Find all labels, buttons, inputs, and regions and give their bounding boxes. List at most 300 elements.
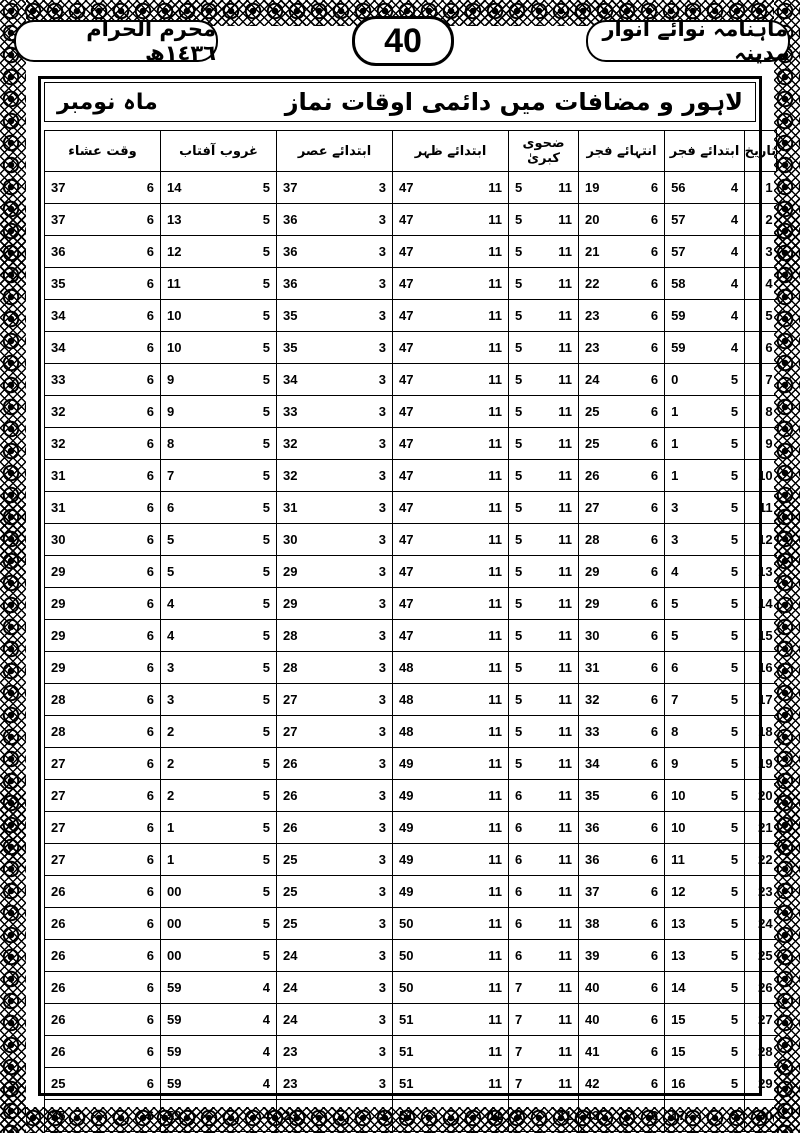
- cell-asr-h: 3: [335, 588, 393, 620]
- cell-date: 4: [745, 268, 777, 300]
- cell-zuhr-m: 47: [393, 268, 451, 300]
- cell-asr-m: 23: [277, 1100, 335, 1132]
- cell-isha-m: 26: [45, 876, 103, 908]
- table-row: [45, 940, 777, 972]
- cell-sun-h: 5: [219, 172, 277, 204]
- cell-zuhr-h: 11: [451, 972, 509, 1004]
- cell-sun-h: 5: [219, 876, 277, 908]
- cell-zuhr-h: 11: [451, 236, 509, 268]
- cell-duha-h: 11: [544, 556, 579, 588]
- cell-isha-h: 6: [103, 844, 161, 876]
- cell-asr-h: 3: [335, 524, 393, 556]
- cell-fajre-m: 21: [579, 236, 622, 268]
- cell-date: 21: [745, 812, 777, 844]
- cell-duha-m: 7: [509, 1004, 544, 1036]
- cell-fajr-m: 13: [665, 940, 705, 972]
- cell-fajr-h: 5: [705, 460, 745, 492]
- cell-asr-m: 23: [277, 1036, 335, 1068]
- cell-duha-m: 5: [509, 332, 544, 364]
- cell-fajr-m: 8: [665, 716, 705, 748]
- cell-zuhr-m: 49: [393, 844, 451, 876]
- table-row: [45, 620, 777, 652]
- cell-asr-m: 26: [277, 748, 335, 780]
- table-row: [45, 1068, 777, 1100]
- table-row: [45, 748, 777, 780]
- cell-zuhr-m: 48: [393, 684, 451, 716]
- cell-fajr-m: 16: [665, 1068, 705, 1100]
- table-row: [45, 1004, 777, 1036]
- cell-zuhr-m: 47: [393, 460, 451, 492]
- prayer-times-table: [44, 130, 777, 1132]
- cell-sun-m: 8: [161, 428, 219, 460]
- cell-fajr-h: 5: [705, 780, 745, 812]
- cell-asr-h: 3: [335, 268, 393, 300]
- cell-sun-h: 4: [219, 1004, 277, 1036]
- cell-zuhr-h: 11: [451, 716, 509, 748]
- cell-asr-h: 3: [335, 1036, 393, 1068]
- cell-asr-m: 28: [277, 652, 335, 684]
- cell-fajr-h: 5: [705, 396, 745, 428]
- cell-asr-h: 3: [335, 1004, 393, 1036]
- cell-isha-m: 28: [45, 716, 103, 748]
- cell-isha-m: 29: [45, 556, 103, 588]
- cell-zuhr-h: 11: [451, 652, 509, 684]
- cell-fajre-h: 6: [622, 396, 665, 428]
- table-row: [45, 556, 777, 588]
- month-label: ماہ نومبر: [57, 89, 158, 115]
- cell-fajre-m: 40: [579, 972, 622, 1004]
- cell-asr-m: 36: [277, 268, 335, 300]
- cell-fajr-h: 4: [705, 236, 745, 268]
- cell-date: 13: [745, 556, 777, 588]
- column-header-sunset: غروب آفتاب: [161, 131, 277, 172]
- cell-sun-m: 6: [161, 492, 219, 524]
- cell-fajre-h: 6: [622, 1068, 665, 1100]
- cell-isha-h: 6: [103, 396, 161, 428]
- cell-fajr-h: 4: [705, 332, 745, 364]
- cell-fajr-m: 1: [665, 428, 705, 460]
- cell-duha-m: 5: [509, 524, 544, 556]
- cell-zuhr-m: 47: [393, 620, 451, 652]
- decorative-border-left: [0, 0, 26, 1133]
- cell-asr-h: 3: [335, 748, 393, 780]
- cell-duha-h: 11: [544, 844, 579, 876]
- cell-duha-m: 5: [509, 460, 544, 492]
- cell-sun-m: 5: [161, 524, 219, 556]
- cell-duha-h: 11: [544, 492, 579, 524]
- cell-sun-m: 1: [161, 844, 219, 876]
- cell-isha-m: 27: [45, 812, 103, 844]
- cell-date: 1: [745, 172, 777, 204]
- cell-isha-h: 6: [103, 428, 161, 460]
- table-row: [45, 524, 777, 556]
- cell-duha-h: 11: [544, 812, 579, 844]
- cell-isha-h: 6: [103, 620, 161, 652]
- issue-date: محرم الحرام ١٤٣٦ھ: [14, 20, 218, 62]
- cell-isha-h: 6: [103, 972, 161, 1004]
- cell-zuhr-h: 11: [451, 908, 509, 940]
- cell-sun-h: 5: [219, 524, 277, 556]
- cell-fajr-h: 5: [705, 684, 745, 716]
- cell-isha-h: 6: [103, 908, 161, 940]
- cell-isha-h: 6: [103, 1004, 161, 1036]
- cell-fajre-m: 26: [579, 460, 622, 492]
- cell-fajr-h: 4: [705, 268, 745, 300]
- cell-zuhr-m: 47: [393, 556, 451, 588]
- cell-zuhr-h: 11: [451, 1068, 509, 1100]
- cell-fajre-m: 43: [579, 1100, 622, 1132]
- cell-asr-m: 32: [277, 428, 335, 460]
- cell-duha-h: 11: [544, 716, 579, 748]
- cell-isha-m: 25: [45, 1100, 103, 1132]
- cell-sun-h: 5: [219, 908, 277, 940]
- cell-duha-h: 11: [544, 172, 579, 204]
- cell-date: 18: [745, 716, 777, 748]
- table-row: [45, 844, 777, 876]
- cell-zuhr-m: 47: [393, 204, 451, 236]
- cell-date: 6: [745, 332, 777, 364]
- cell-fajre-m: 29: [579, 588, 622, 620]
- cell-fajre-h: 6: [622, 460, 665, 492]
- cell-isha-m: 26: [45, 940, 103, 972]
- cell-fajr-h: 5: [705, 812, 745, 844]
- cell-zuhr-h: 11: [451, 812, 509, 844]
- table-row: [45, 684, 777, 716]
- cell-sun-m: 00: [161, 908, 219, 940]
- cell-duha-h: 11: [544, 300, 579, 332]
- table-row: [45, 1100, 777, 1132]
- cell-asr-m: 25: [277, 876, 335, 908]
- cell-zuhr-m: 50: [393, 940, 451, 972]
- cell-fajr-m: 15: [665, 1036, 705, 1068]
- cell-isha-m: 27: [45, 844, 103, 876]
- table-row: [45, 716, 777, 748]
- cell-fajr-m: 3: [665, 492, 705, 524]
- cell-isha-m: 27: [45, 748, 103, 780]
- table-row: [45, 236, 777, 268]
- cell-fajr-h: 4: [705, 172, 745, 204]
- cell-zuhr-m: 47: [393, 300, 451, 332]
- cell-fajr-h: 5: [705, 620, 745, 652]
- cell-isha-h: 6: [103, 300, 161, 332]
- cell-fajre-h: 6: [622, 556, 665, 588]
- cell-zuhr-m: 51: [393, 1100, 451, 1132]
- cell-asr-m: 34: [277, 364, 335, 396]
- cell-fajre-h: 6: [622, 364, 665, 396]
- cell-asr-m: 27: [277, 684, 335, 716]
- cell-sun-m: 9: [161, 364, 219, 396]
- cell-date: 3: [745, 236, 777, 268]
- cell-duha-h: 11: [544, 268, 579, 300]
- cell-asr-m: 26: [277, 812, 335, 844]
- cell-asr-h: 3: [335, 172, 393, 204]
- cell-fajr-h: 5: [705, 844, 745, 876]
- cell-isha-m: 31: [45, 492, 103, 524]
- cell-asr-h: 3: [335, 460, 393, 492]
- cell-fajr-h: 5: [705, 524, 745, 556]
- cell-isha-m: 26: [45, 972, 103, 1004]
- cell-sun-m: 14: [161, 172, 219, 204]
- cell-fajre-h: 6: [622, 1100, 665, 1132]
- cell-isha-h: 6: [103, 204, 161, 236]
- cell-date: 26: [745, 972, 777, 1004]
- cell-fajre-h: 6: [622, 268, 665, 300]
- cell-zuhr-m: 48: [393, 716, 451, 748]
- cell-sun-m: 1: [161, 812, 219, 844]
- cell-date: 22: [745, 844, 777, 876]
- cell-sun-h: 4: [219, 1100, 277, 1132]
- cell-sun-h: 5: [219, 364, 277, 396]
- cell-fajre-h: 6: [622, 428, 665, 460]
- cell-asr-m: 26: [277, 780, 335, 812]
- cell-isha-h: 6: [103, 588, 161, 620]
- cell-fajr-h: 5: [705, 428, 745, 460]
- cell-date: 7: [745, 364, 777, 396]
- cell-fajre-h: 6: [622, 524, 665, 556]
- cell-date: 2: [745, 204, 777, 236]
- cell-asr-h: 3: [335, 1100, 393, 1132]
- cell-sun-h: 5: [219, 940, 277, 972]
- cell-asr-m: 35: [277, 300, 335, 332]
- cell-sun-h: 5: [219, 460, 277, 492]
- cell-zuhr-m: 49: [393, 876, 451, 908]
- cell-isha-h: 6: [103, 652, 161, 684]
- cell-duha-m: 5: [509, 428, 544, 460]
- table-row: [45, 908, 777, 940]
- cell-isha-m: 35: [45, 268, 103, 300]
- column-header-isha: وقت عشاء: [45, 131, 161, 172]
- column-header-zuhr: ابتدائے ظہر: [393, 131, 509, 172]
- cell-zuhr-m: 48: [393, 652, 451, 684]
- table-row: [45, 396, 777, 428]
- cell-isha-m: 30: [45, 524, 103, 556]
- cell-isha-m: 32: [45, 428, 103, 460]
- table-row: [45, 876, 777, 908]
- cell-date: 23: [745, 876, 777, 908]
- cell-asr-m: 36: [277, 236, 335, 268]
- cell-date: 14: [745, 588, 777, 620]
- cell-duha-h: 11: [544, 1004, 579, 1036]
- cell-fajr-h: 4: [705, 300, 745, 332]
- cell-sun-m: 59: [161, 972, 219, 1004]
- cell-fajr-h: 5: [705, 492, 745, 524]
- cell-zuhr-h: 11: [451, 844, 509, 876]
- cell-fajre-m: 28: [579, 524, 622, 556]
- cell-fajr-m: 57: [665, 204, 705, 236]
- cell-asr-h: 3: [335, 300, 393, 332]
- cell-isha-h: 6: [103, 748, 161, 780]
- cell-sun-m: 2: [161, 748, 219, 780]
- cell-date: 27: [745, 1004, 777, 1036]
- cell-asr-h: 3: [335, 332, 393, 364]
- cell-isha-h: 6: [103, 1068, 161, 1100]
- cell-isha-h: 6: [103, 492, 161, 524]
- cell-zuhr-m: 47: [393, 172, 451, 204]
- cell-fajr-m: 10: [665, 780, 705, 812]
- cell-fajre-h: 6: [622, 652, 665, 684]
- cell-fajre-h: 6: [622, 204, 665, 236]
- cell-sun-h: 5: [219, 780, 277, 812]
- cell-fajre-m: 24: [579, 364, 622, 396]
- cell-fajr-m: 15: [665, 1004, 705, 1036]
- cell-duha-m: 6: [509, 908, 544, 940]
- cell-fajr-h: 5: [705, 1004, 745, 1036]
- cell-isha-m: 27: [45, 780, 103, 812]
- cell-fajr-m: 17: [665, 1100, 705, 1132]
- cell-duha-h: 11: [544, 428, 579, 460]
- table-row: [45, 460, 777, 492]
- cell-isha-m: 26: [45, 1004, 103, 1036]
- cell-sun-h: 5: [219, 684, 277, 716]
- cell-sun-m: 5: [161, 556, 219, 588]
- cell-fajre-h: 6: [622, 684, 665, 716]
- cell-zuhr-h: 11: [451, 492, 509, 524]
- cell-isha-m: 34: [45, 300, 103, 332]
- cell-duha-h: 11: [544, 204, 579, 236]
- cell-duha-h: 11: [544, 588, 579, 620]
- cell-fajr-m: 5: [665, 588, 705, 620]
- cell-asr-h: 3: [335, 1068, 393, 1100]
- cell-zuhr-m: 47: [393, 492, 451, 524]
- cell-fajre-m: 33: [579, 716, 622, 748]
- cell-fajr-m: 59: [665, 300, 705, 332]
- cell-fajr-m: 58: [665, 268, 705, 300]
- cell-asr-h: 3: [335, 876, 393, 908]
- cell-fajre-h: 6: [622, 588, 665, 620]
- cell-zuhr-m: 47: [393, 588, 451, 620]
- table-row: [45, 428, 777, 460]
- column-header-fajr-start: ابتدائے فجر: [665, 131, 745, 172]
- cell-sun-h: 5: [219, 428, 277, 460]
- cell-fajr-h: 5: [705, 556, 745, 588]
- cell-date: 15: [745, 620, 777, 652]
- cell-fajre-m: 36: [579, 844, 622, 876]
- cell-date: 8: [745, 396, 777, 428]
- cell-zuhr-h: 11: [451, 556, 509, 588]
- cell-date: 9: [745, 428, 777, 460]
- cell-fajre-h: 6: [622, 300, 665, 332]
- cell-asr-m: 24: [277, 1004, 335, 1036]
- cell-date: 20: [745, 780, 777, 812]
- cell-zuhr-h: 11: [451, 524, 509, 556]
- cell-fajr-m: 5: [665, 620, 705, 652]
- cell-zuhr-m: 47: [393, 428, 451, 460]
- cell-fajr-m: 9: [665, 748, 705, 780]
- cell-duha-h: 11: [544, 972, 579, 1004]
- cell-isha-h: 6: [103, 940, 161, 972]
- table-row: [45, 364, 777, 396]
- cell-fajre-m: 30: [579, 620, 622, 652]
- cell-duha-h: 11: [544, 396, 579, 428]
- cell-date: 5: [745, 300, 777, 332]
- magazine-name: ماہنامہ نوائے انوار مدینہ: [586, 20, 790, 62]
- cell-date: 17: [745, 684, 777, 716]
- cell-duha-m: 5: [509, 396, 544, 428]
- cell-duha-h: 11: [544, 364, 579, 396]
- cell-isha-m: 31: [45, 460, 103, 492]
- cell-asr-h: 3: [335, 684, 393, 716]
- column-header-date: تاریخ: [745, 131, 777, 172]
- cell-sun-h: 5: [219, 748, 277, 780]
- cell-asr-h: 3: [335, 620, 393, 652]
- cell-sun-m: 59: [161, 1100, 219, 1132]
- cell-duha-h: 11: [544, 1100, 579, 1132]
- cell-sun-h: 4: [219, 1036, 277, 1068]
- cell-fajr-h: 5: [705, 652, 745, 684]
- cell-sun-m: 00: [161, 940, 219, 972]
- cell-asr-m: 30: [277, 524, 335, 556]
- table-row: [45, 492, 777, 524]
- cell-isha-m: 37: [45, 204, 103, 236]
- cell-isha-m: 29: [45, 620, 103, 652]
- cell-fajr-m: 14: [665, 972, 705, 1004]
- cell-sun-m: 2: [161, 780, 219, 812]
- cell-zuhr-h: 11: [451, 684, 509, 716]
- cell-duha-m: 5: [509, 620, 544, 652]
- cell-fajr-h: 5: [705, 940, 745, 972]
- column-header-fajr-end: انتہائے فجر: [579, 131, 665, 172]
- cell-fajre-h: 6: [622, 620, 665, 652]
- cell-date: 11: [745, 492, 777, 524]
- cell-sun-m: 7: [161, 460, 219, 492]
- cell-zuhr-m: 47: [393, 364, 451, 396]
- cell-asr-m: 29: [277, 588, 335, 620]
- cell-date: 16: [745, 652, 777, 684]
- cell-zuhr-h: 11: [451, 940, 509, 972]
- cell-asr-h: 3: [335, 396, 393, 428]
- cell-sun-h: 4: [219, 972, 277, 1004]
- cell-zuhr-h: 11: [451, 428, 509, 460]
- cell-fajre-m: 32: [579, 684, 622, 716]
- cell-duha-h: 11: [544, 620, 579, 652]
- cell-zuhr-h: 11: [451, 876, 509, 908]
- cell-isha-h: 6: [103, 236, 161, 268]
- cell-zuhr-h: 11: [451, 204, 509, 236]
- cell-isha-h: 6: [103, 524, 161, 556]
- cell-fajre-m: 31: [579, 652, 622, 684]
- cell-isha-h: 6: [103, 1100, 161, 1132]
- cell-asr-h: 3: [335, 652, 393, 684]
- cell-fajre-h: 6: [622, 748, 665, 780]
- cell-sun-h: 5: [219, 300, 277, 332]
- cell-asr-m: 27: [277, 716, 335, 748]
- cell-fajr-h: 5: [705, 1068, 745, 1100]
- table-row: [45, 972, 777, 1004]
- cell-fajr-m: 0: [665, 364, 705, 396]
- cell-duha-m: 5: [509, 652, 544, 684]
- cell-duha-m: 5: [509, 556, 544, 588]
- cell-duha-m: 7: [509, 972, 544, 1004]
- cell-fajr-h: 5: [705, 748, 745, 780]
- cell-sun-m: 10: [161, 300, 219, 332]
- cell-zuhr-m: 50: [393, 908, 451, 940]
- cell-duha-h: 11: [544, 524, 579, 556]
- cell-fajr-h: 5: [705, 364, 745, 396]
- cell-fajr-m: 3: [665, 524, 705, 556]
- cell-asr-h: 3: [335, 492, 393, 524]
- cell-date: 28: [745, 1036, 777, 1068]
- cell-zuhr-h: 11: [451, 332, 509, 364]
- cell-sun-h: 5: [219, 716, 277, 748]
- cell-fajre-h: 6: [622, 780, 665, 812]
- cell-fajre-h: 6: [622, 1036, 665, 1068]
- cell-fajr-m: 7: [665, 684, 705, 716]
- cell-fajr-m: 12: [665, 876, 705, 908]
- cell-zuhr-h: 11: [451, 1036, 509, 1068]
- cell-duha-m: 6: [509, 780, 544, 812]
- cell-sun-m: 59: [161, 1004, 219, 1036]
- cell-asr-h: 3: [335, 812, 393, 844]
